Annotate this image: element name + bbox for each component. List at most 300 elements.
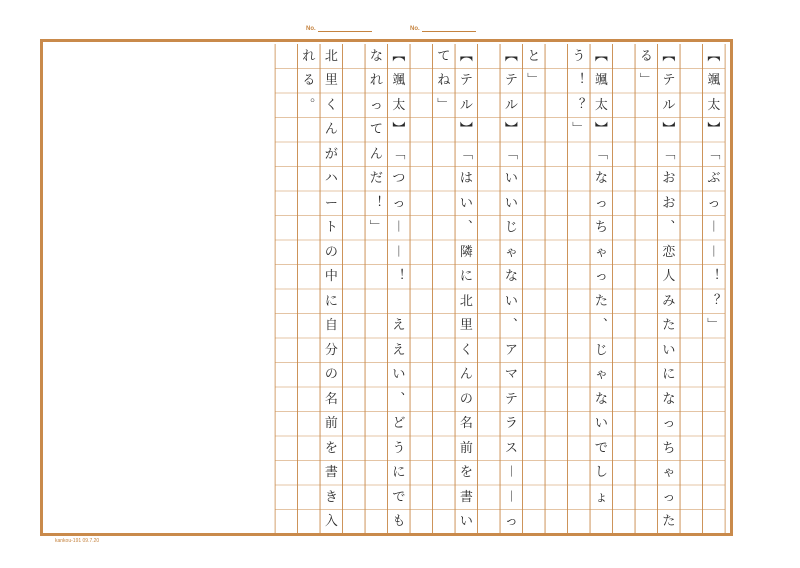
manuscript-cell [410, 167, 433, 192]
manuscript-cell: に [459, 269, 473, 285]
manuscript-cell [523, 314, 546, 339]
manuscript-cell [635, 510, 658, 535]
manuscript-cell [613, 142, 636, 167]
manuscript-cell: な [662, 391, 676, 407]
manuscript-cell: ︖ [572, 97, 586, 113]
manuscript-cell [523, 412, 546, 437]
manuscript-cell: た [662, 514, 676, 530]
manuscript-cell [410, 240, 433, 265]
manuscript-cell [433, 412, 456, 437]
manuscript-cell: テ [662, 73, 676, 89]
manuscript-cell [275, 387, 298, 412]
manuscript-cell: い [662, 342, 676, 358]
manuscript-cell: る [302, 73, 316, 89]
manuscript-cell [590, 510, 613, 535]
manuscript-cell [275, 240, 298, 265]
manuscript-cell: ち [662, 440, 676, 456]
manuscript-cell [568, 265, 591, 290]
manuscript-cell [478, 387, 501, 412]
manuscript-cell [433, 118, 456, 143]
manuscript-cell [275, 93, 298, 118]
manuscript-cell: テ [459, 73, 473, 89]
manuscript-cell [680, 289, 703, 314]
manuscript-cell: を [459, 465, 473, 481]
manuscript-cell: ル [504, 97, 518, 113]
manuscript-cell [635, 118, 658, 143]
manuscript-cell: て [437, 48, 451, 64]
manuscript-cell [365, 461, 388, 486]
manuscript-cell [298, 387, 321, 412]
manuscript-cell [298, 289, 321, 314]
manuscript-cell: ﹂ [527, 73, 541, 89]
manuscript-cell: ぶ [707, 171, 721, 187]
manuscript-cell [568, 142, 591, 167]
manuscript-cell [275, 167, 298, 192]
manuscript-cell [365, 387, 388, 412]
manuscript-cell: ﹁ [662, 146, 676, 162]
manuscript-cell [365, 510, 388, 535]
manuscript-cell [275, 216, 298, 241]
manuscript-cell [545, 338, 568, 363]
manuscript-cell [433, 461, 456, 486]
manuscript-cell: 入 [324, 514, 338, 530]
manuscript-cell [275, 314, 298, 339]
manuscript-cell [365, 436, 388, 461]
manuscript-cell: は [459, 171, 473, 187]
manuscript-cell [478, 142, 501, 167]
manuscript-cell: な [369, 48, 383, 64]
manuscript-cell [545, 485, 568, 510]
manuscript-cell [365, 485, 388, 510]
manuscript-cell [680, 191, 703, 216]
manuscript-cell [545, 240, 568, 265]
manuscript-cell: が [324, 146, 338, 162]
manuscript-cell: う [572, 48, 586, 64]
manuscript-cell: な [594, 391, 608, 407]
manuscript-cell [613, 461, 636, 486]
manuscript-cell: で [594, 440, 608, 456]
manuscript-cell [568, 314, 591, 339]
manuscript-cell [275, 44, 298, 69]
manuscript-cell [680, 240, 703, 265]
manuscript-cell [523, 363, 546, 388]
manuscript-cell: 颯 [392, 73, 406, 89]
manuscript-cell [478, 461, 501, 486]
manuscript-cell: く [459, 342, 473, 358]
manuscript-cell: ︒ [302, 97, 316, 113]
manuscript-cell [410, 289, 433, 314]
manuscript-cell [613, 118, 636, 143]
manuscript-cell [523, 338, 546, 363]
manuscript-cell [365, 289, 388, 314]
manuscript-cell [680, 387, 703, 412]
manuscript-cell [275, 69, 298, 94]
manuscript-cell [410, 118, 433, 143]
manuscript-cell [410, 363, 433, 388]
manuscript-cell: な [504, 269, 518, 285]
manuscript-cell: つ [392, 171, 406, 187]
manuscript-cell [635, 265, 658, 290]
manuscript-cell: ︑ [459, 220, 473, 236]
manuscript-cell [410, 142, 433, 167]
manuscript-cell [613, 436, 636, 461]
manuscript-cell: に [392, 465, 406, 481]
manuscript-cell [545, 118, 568, 143]
manuscript-cell [568, 240, 591, 265]
manuscript-cell [478, 118, 501, 143]
manuscript-cell [680, 461, 703, 486]
manuscript-cell [635, 338, 658, 363]
manuscript-cell [410, 216, 433, 241]
manuscript-cell: ︼ [594, 122, 608, 138]
manuscript-column [388, 44, 411, 534]
manuscript-cell: ル [459, 97, 473, 113]
manuscript-cell [680, 69, 703, 94]
manuscript-cell: ﹁ [707, 146, 721, 162]
manuscript-column [320, 44, 343, 534]
manuscript-cell [680, 44, 703, 69]
manuscript-cell [433, 265, 456, 290]
manuscript-cell [298, 265, 321, 290]
manuscript-cell [545, 167, 568, 192]
manuscript-cell [635, 436, 658, 461]
manuscript-cell [343, 510, 366, 535]
manuscript-column [613, 44, 636, 534]
manuscript-cell [613, 265, 636, 290]
manuscript-cell [703, 436, 726, 461]
manuscript-cell [478, 167, 501, 192]
manuscript-cell: ん [369, 146, 383, 162]
manuscript-cell [343, 412, 366, 437]
manuscript-cell [568, 412, 591, 437]
manuscript-cell [568, 363, 591, 388]
manuscript-cell [478, 485, 501, 510]
manuscript-cell [680, 485, 703, 510]
manuscript-cell [275, 142, 298, 167]
manuscript-cell [365, 363, 388, 388]
manuscript-cell: ﹁ [504, 146, 518, 162]
manuscript-cell [433, 289, 456, 314]
manuscript-cell: っ [392, 195, 406, 211]
manuscript-cell [635, 289, 658, 314]
manuscript-column [410, 44, 433, 534]
manuscript-cell [545, 265, 568, 290]
manuscript-cell [523, 387, 546, 412]
manuscript-cell [275, 338, 298, 363]
manuscript-cell: ち [594, 220, 608, 236]
manuscript-cell: ょ [594, 489, 608, 505]
manuscript-cell [680, 142, 703, 167]
manuscript-cell [343, 191, 366, 216]
manuscript-cell [343, 387, 366, 412]
manuscript-cell [523, 461, 546, 486]
manuscript-sheet [40, 39, 733, 536]
manuscript-cell [433, 510, 456, 535]
manuscript-cell [343, 240, 366, 265]
manuscript-cell [680, 510, 703, 535]
manuscript-cell [343, 142, 366, 167]
manuscript-cell [478, 436, 501, 461]
manuscript-cell: ︕ [392, 269, 406, 285]
manuscript-column [590, 44, 613, 534]
manuscript-cell: ﹂ [707, 318, 721, 334]
manuscript-column [455, 44, 478, 534]
manuscript-cell [478, 510, 501, 535]
manuscript-cell [433, 436, 456, 461]
manuscript-cell [275, 363, 298, 388]
manuscript-cell: ︱ [392, 220, 406, 236]
manuscript-cell [613, 387, 636, 412]
manuscript-cell [478, 412, 501, 437]
manuscript-cell: 前 [324, 416, 338, 432]
manuscript-cell: ︻ [662, 48, 676, 64]
manuscript-cell [410, 338, 433, 363]
manuscript-cell [343, 167, 366, 192]
manuscript-cell [523, 240, 546, 265]
manuscript-cell [410, 44, 433, 69]
manuscript-cell: 北 [324, 48, 338, 64]
manuscript-cell: ︕ [707, 269, 721, 285]
manuscript-cell: う [392, 440, 406, 456]
manuscript-cell [545, 436, 568, 461]
manuscript-cell [410, 191, 433, 216]
manuscript-cell: 名 [324, 391, 338, 407]
manuscript-cell: ハ [324, 171, 338, 187]
manuscript-cell: マ [504, 367, 518, 383]
manuscript-cell [523, 142, 546, 167]
manuscript-cell [343, 461, 366, 486]
manuscript-cell: い [504, 171, 518, 187]
manuscript-column [680, 44, 703, 534]
manuscript-cell: ︼ [459, 122, 473, 138]
manuscript-cell [410, 265, 433, 290]
manuscript-cell: ︼ [504, 122, 518, 138]
manuscript-cell [298, 314, 321, 339]
manuscript-cell: 北 [459, 293, 473, 309]
manuscript-cell: ︻ [707, 48, 721, 64]
manuscript-cell [433, 363, 456, 388]
manuscript-cell: じ [504, 220, 518, 236]
manuscript-cell: ﹁ [392, 146, 406, 162]
manuscript-cell [298, 510, 321, 535]
manuscript-cell [613, 216, 636, 241]
manuscript-cell [635, 314, 658, 339]
manuscript-cell: で [392, 489, 406, 505]
manuscript-cell: 自 [324, 318, 338, 334]
manuscript-cell: ん [324, 122, 338, 138]
manuscript-cell [298, 118, 321, 143]
manuscript-cell: お [662, 171, 676, 187]
manuscript-column [500, 44, 523, 534]
manuscript-cell [613, 191, 636, 216]
manuscript-cell [613, 167, 636, 192]
manuscript-cell: ︖ [707, 293, 721, 309]
manuscript-cell: に [324, 293, 338, 309]
manuscript-cell [433, 216, 456, 241]
manuscript-cell [275, 191, 298, 216]
manuscript-cell: る [639, 48, 653, 64]
number-label-2: No. [410, 26, 420, 32]
manuscript-cell [410, 510, 433, 535]
manuscript-cell [275, 289, 298, 314]
manuscript-column [658, 44, 681, 534]
manuscript-cell: も [392, 514, 406, 530]
manuscript-cell [568, 191, 591, 216]
manuscript-cell: お [662, 195, 676, 211]
manuscript-cell [343, 338, 366, 363]
manuscript-cell: っ [504, 514, 518, 530]
manuscript-cell [635, 387, 658, 412]
manuscript-cell [545, 387, 568, 412]
manuscript-cell [635, 191, 658, 216]
manuscript-cell [478, 240, 501, 265]
manuscript-cell: た [662, 318, 676, 334]
manuscript-cell [343, 289, 366, 314]
manuscript-cell: だ [369, 171, 383, 187]
manuscript-cell [680, 216, 703, 241]
manuscript-cell: い [459, 195, 473, 211]
manuscript-cell: て [369, 122, 383, 138]
manuscript-cell [545, 289, 568, 314]
manuscript-cell [523, 510, 546, 535]
manuscript-cell [680, 265, 703, 290]
manuscript-cell: ﹂ [572, 122, 586, 138]
manuscript-cell [365, 412, 388, 437]
manuscript-cell [343, 265, 366, 290]
manuscript-cell [613, 363, 636, 388]
manuscript-cell [613, 69, 636, 94]
manuscript-cell [568, 436, 591, 461]
manuscript-cell: い [392, 367, 406, 383]
manuscript-cell [613, 240, 636, 265]
manuscript-cell: っ [707, 195, 721, 211]
manuscript-column [635, 44, 658, 534]
manuscript-cell [478, 338, 501, 363]
manuscript-cell [275, 412, 298, 437]
manuscript-cell [568, 485, 591, 510]
manuscript-cell: 里 [459, 318, 473, 334]
manuscript-cell: の [324, 244, 338, 260]
manuscript-cell [410, 485, 433, 510]
manuscript-cell: き [324, 489, 338, 505]
manuscript-cell [703, 485, 726, 510]
manuscript-cell: え [392, 318, 406, 334]
manuscript-cell: た [594, 293, 608, 309]
manuscript-cell: ゃ [594, 367, 608, 383]
manuscript-cell [613, 338, 636, 363]
number-blank-2 [422, 31, 476, 32]
manuscript-cell [298, 167, 321, 192]
manuscript-cell [680, 412, 703, 437]
manuscript-cell [275, 436, 298, 461]
manuscript-cell [478, 69, 501, 94]
manuscript-cell [410, 387, 433, 412]
manuscript-cell [568, 167, 591, 192]
manuscript-cell: ラ [504, 416, 518, 432]
manuscript-cell [365, 314, 388, 339]
manuscript-cell [545, 44, 568, 69]
manuscript-cell: ス [504, 440, 518, 456]
manuscript-cell [680, 118, 703, 143]
manuscript-cell: え [392, 342, 406, 358]
manuscript-cell: ︱ [707, 244, 721, 260]
sheet-footer-code: kankou-191 09.7.20 [55, 538, 100, 544]
manuscript-cell [680, 93, 703, 118]
manuscript-column [275, 44, 298, 534]
manuscript-cell [545, 314, 568, 339]
manuscript-cell [298, 412, 321, 437]
manuscript-cell: 里 [324, 73, 338, 89]
manuscript-cell [343, 363, 366, 388]
manuscript-cell: し [594, 465, 608, 481]
manuscript-cell [635, 216, 658, 241]
manuscript-cell [343, 44, 366, 69]
manuscript-cell: 名 [459, 416, 473, 432]
manuscript-cell: テ [504, 73, 518, 89]
manuscript-cell [545, 461, 568, 486]
manuscript-cell [613, 510, 636, 535]
manuscript-cell: 太 [594, 97, 608, 113]
manuscript-cell [478, 44, 501, 69]
manuscript-cell: ︻ [504, 48, 518, 64]
manuscript-cell [298, 240, 321, 265]
manuscript-cell [275, 485, 298, 510]
manuscript-cell [635, 485, 658, 510]
manuscript-cell [613, 44, 636, 69]
manuscript-cell [343, 314, 366, 339]
manuscript-cell: ル [662, 97, 676, 113]
manuscript-cell [433, 314, 456, 339]
manuscript-cell: ど [392, 416, 406, 432]
manuscript-cell [523, 167, 546, 192]
manuscript-cell [568, 387, 591, 412]
manuscript-cell [275, 118, 298, 143]
manuscript-cell [343, 69, 366, 94]
manuscript-cell [298, 216, 321, 241]
manuscript-cell [478, 363, 501, 388]
manuscript-cell [613, 412, 636, 437]
manuscript-cell [680, 363, 703, 388]
manuscript-cell [680, 338, 703, 363]
manuscript-column [433, 44, 456, 534]
manuscript-cell: ︑ [392, 391, 406, 407]
manuscript-cell [478, 191, 501, 216]
manuscript-cell [433, 240, 456, 265]
manuscript-cell [545, 142, 568, 167]
manuscript-cell [410, 436, 433, 461]
manuscript-cell: ︼ [662, 122, 676, 138]
number-blank-1 [318, 31, 372, 32]
manuscript-cell [410, 93, 433, 118]
manuscript-cell [298, 142, 321, 167]
manuscript-cell [433, 191, 456, 216]
manuscript-cell: の [459, 391, 473, 407]
manuscript-cell: ゃ [594, 244, 608, 260]
manuscript-cell: ﹁ [594, 146, 608, 162]
manuscript-cell: い [504, 195, 518, 211]
manuscript-cell: に [662, 367, 676, 383]
manuscript-cell: ︼ [707, 122, 721, 138]
manuscript-cell: っ [662, 416, 676, 432]
manuscript-cell [635, 142, 658, 167]
manuscript-cell [365, 338, 388, 363]
manuscript-cell [343, 216, 366, 241]
manuscript-cell [613, 93, 636, 118]
manuscript-cell: っ [369, 97, 383, 113]
manuscript-cell: ﹂ [639, 73, 653, 89]
manuscript-cell [545, 363, 568, 388]
manuscript-cell: ︱ [504, 465, 518, 481]
